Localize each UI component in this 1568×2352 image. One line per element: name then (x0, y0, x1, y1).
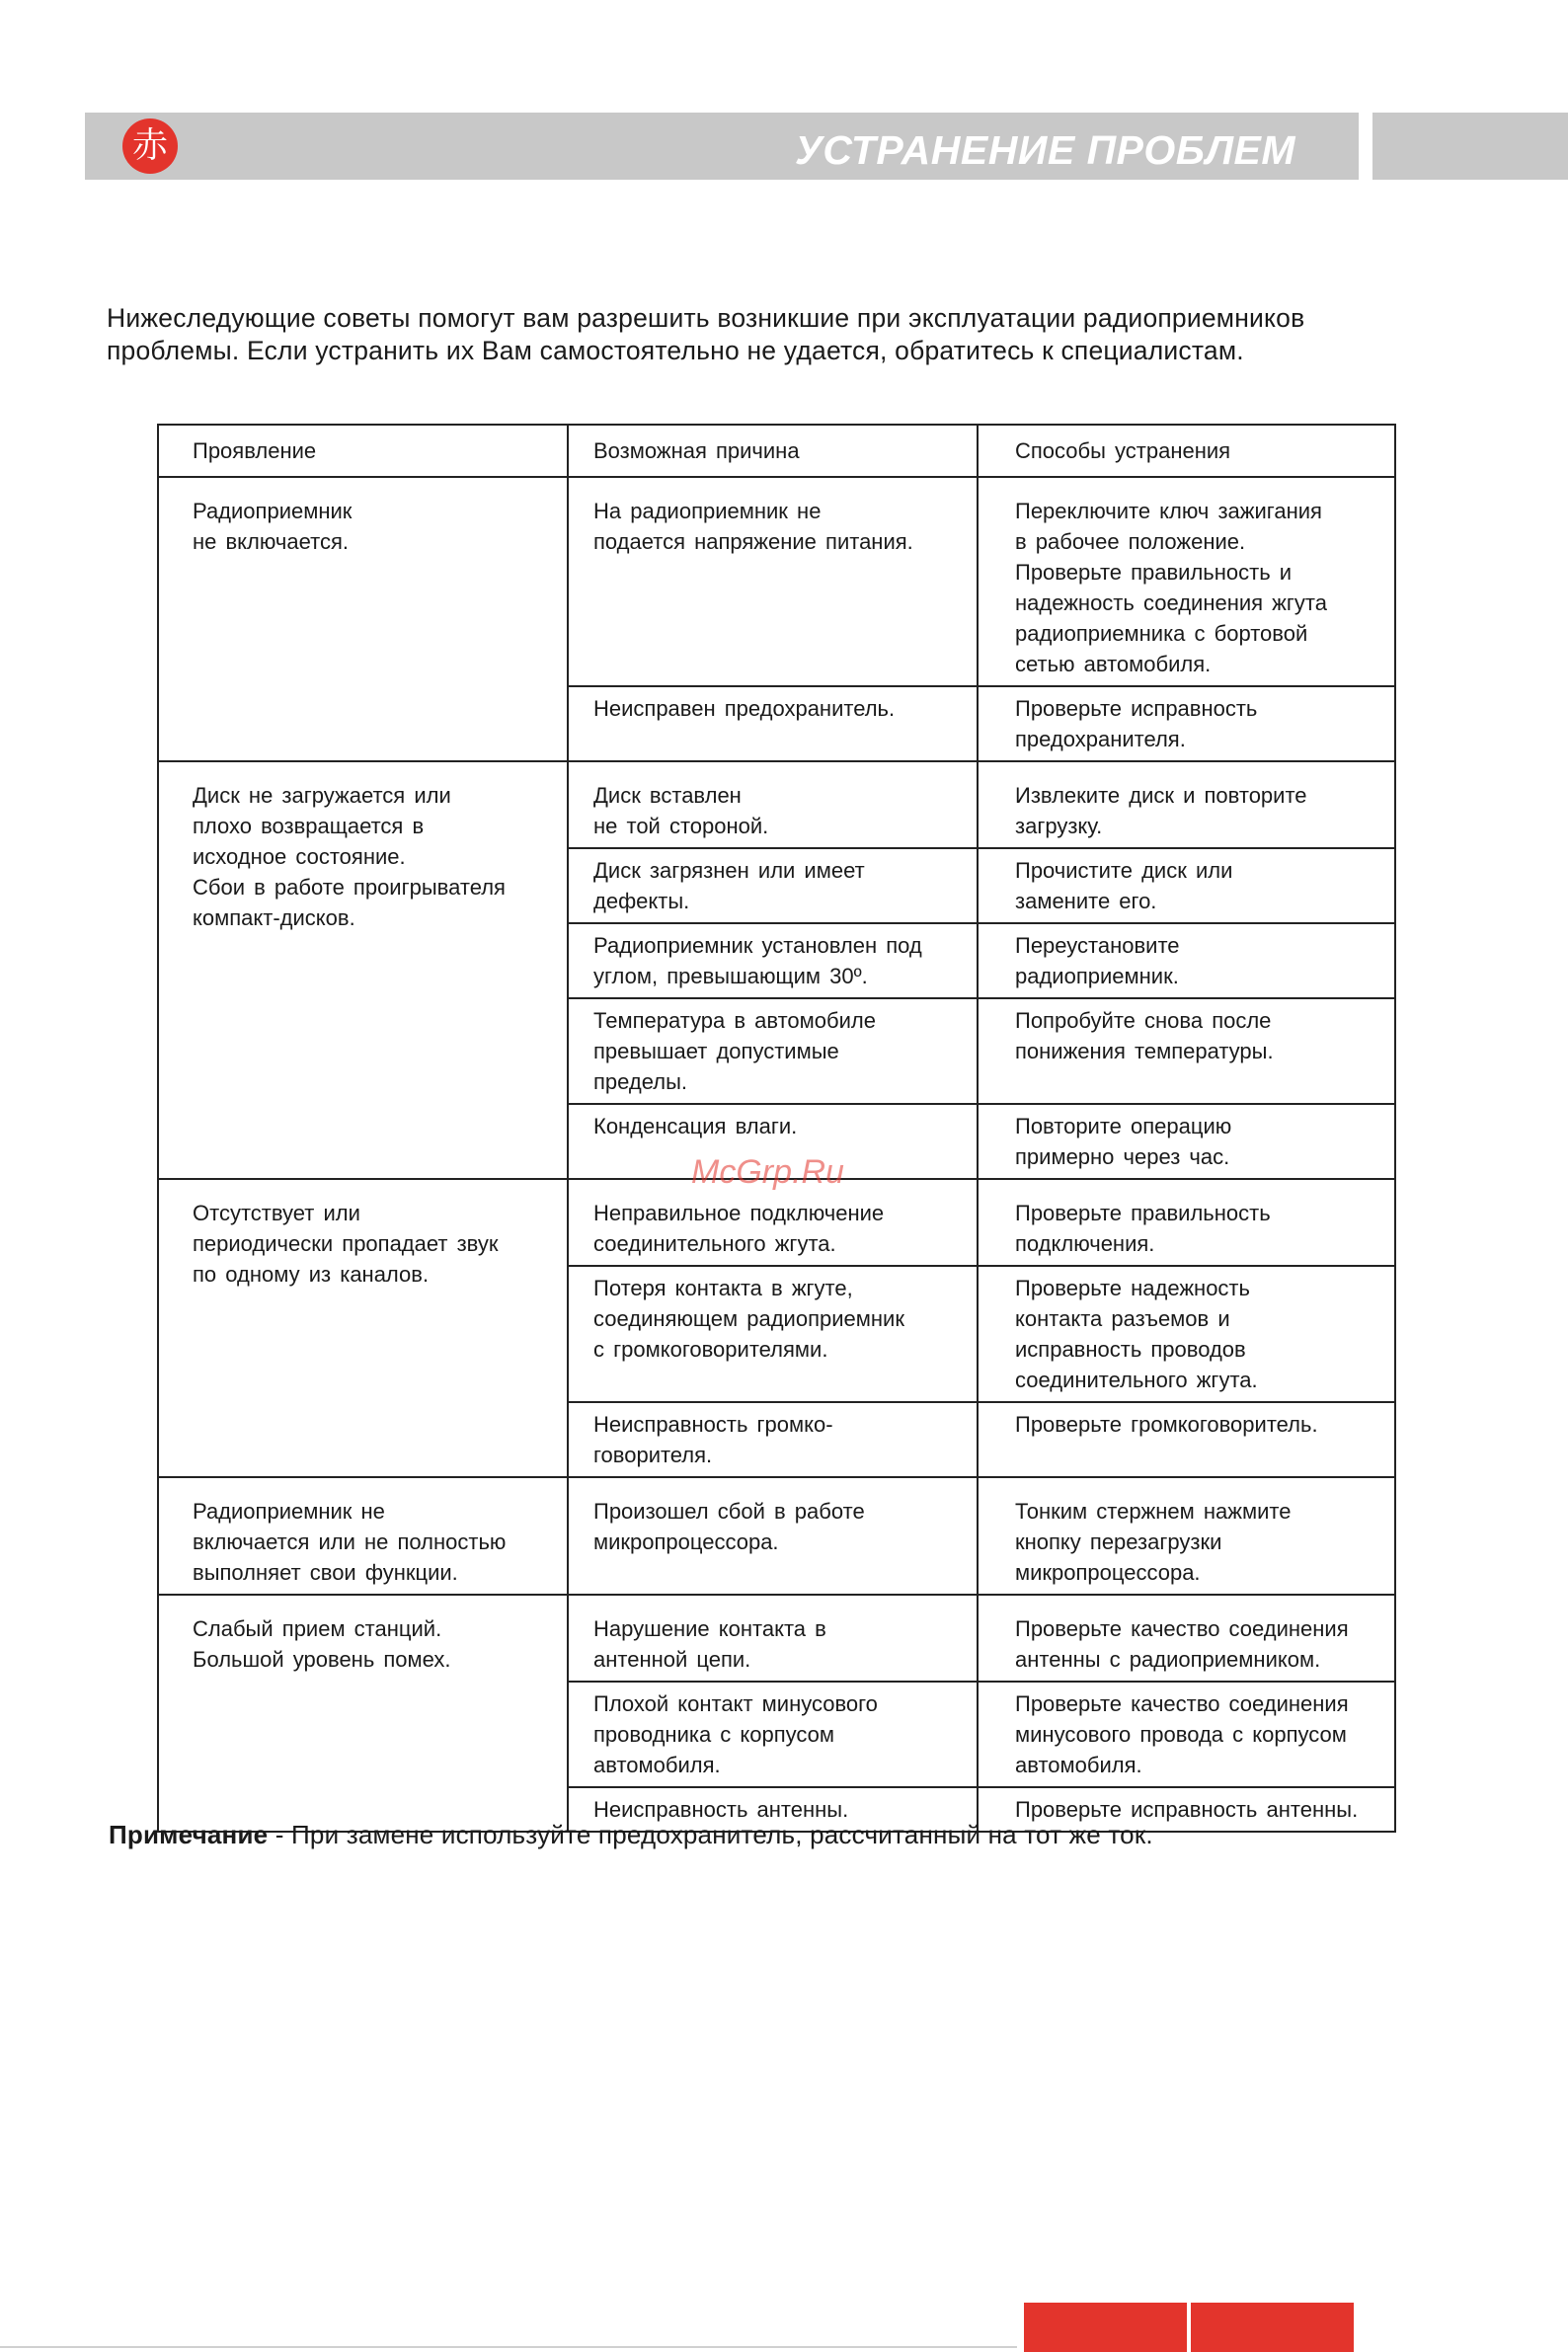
cause-cell: Неисправность громко- говорителя. (568, 1402, 978, 1477)
note (109, 1818, 1153, 1851)
symptom-cell: Радиоприемник не включается. (158, 477, 568, 761)
header-fix: Способы устранения (978, 425, 1395, 477)
cause-cell: Нарушение контакта в антенной цепи. (568, 1595, 978, 1682)
header-symptom: Проявление (158, 425, 568, 477)
page-title: УСТРАНЕНИЕ ПРОБЛЕМ (795, 127, 1295, 173)
table-header-row (158, 425, 1395, 477)
fix-cell: Извлеките диск и повторите загрузку. (978, 761, 1395, 848)
note-text: - При замене используйте предохранитель, рассчитанный на тот же ток. (268, 1820, 1153, 1849)
cause-cell: Потеря контакта в жгуте, соединяющем радиоприемник с громкоговорителями. (568, 1266, 978, 1402)
cause-cell: Радиоприемник установлен под углом, превышающим 30º. (568, 923, 978, 998)
fix-cell: Переключите ключ зажигания в рабочее положение. Проверьте правильность и надежность соединения жгута радиоприемника с бортовой сетью автомобиля. (978, 477, 1395, 686)
symptom-cell: Диск не загружается или плохо возвращается в исходное состояние. Сбои в работе проигрывателя компакт-дисков. (158, 761, 568, 1179)
symptom-cell: Радиоприемник не включается или не полностью выполняет свои функции. (158, 1477, 568, 1595)
header-bar-right (1372, 113, 1568, 180)
fix-cell: Проверьте исправность предохранителя. (978, 686, 1395, 761)
note-label: Примечание (109, 1820, 269, 1849)
cause-cell: Диск загрязнен или имеет дефекты. (568, 848, 978, 923)
footer-line (0, 2346, 1017, 2348)
fix-cell: Попробуйте снова после понижения температуры. (978, 998, 1395, 1104)
watermark: McGrp.Ru (691, 1153, 844, 1191)
header-cause: Возможная причина (568, 425, 978, 477)
brand-logo-icon: 赤 (122, 118, 178, 174)
fix-cell: Проверьте правильность подключения. (978, 1179, 1395, 1266)
table-row (158, 477, 1395, 686)
fix-cell: Проверьте громкоговоритель. (978, 1402, 1395, 1477)
cause-cell: Плохой контакт минусового проводника с корпусом автомобиля. (568, 1682, 978, 1787)
symptom-cell: Отсутствует или периодически пропадает звук по одному из каналов. (158, 1179, 568, 1477)
fix-cell: Проверьте качество соединения антенны с радиоприемником. (978, 1595, 1395, 1682)
troubleshooting-table (157, 424, 1396, 1833)
fix-cell: Прочистите диск или замените его. (978, 848, 1395, 923)
cause-cell: Неисправность антенны. (568, 1787, 978, 1832)
cause-cell: Конденсация влаги. (568, 1104, 978, 1179)
intro-line-1: Нижеследующие советы помогут вам разрешить возникшие при эксплуатации радиоприемников (107, 303, 1305, 333)
table-row (158, 1477, 1395, 1595)
fix-cell: Проверьте исправность антенны. (978, 1787, 1395, 1832)
table-row (158, 761, 1395, 848)
cause-cell: На радиоприемник не подается напряжение питания. (568, 477, 978, 686)
table-row (158, 1179, 1395, 1266)
cause-cell: Температура в автомобиле превышает допустимые пределы. (568, 998, 978, 1104)
cause-cell: Неправильное подключение соединительного жгута. (568, 1179, 978, 1266)
fix-cell: Тонким стержнем нажмите кнопку перезагрузки микропроцессора. (978, 1477, 1395, 1595)
cause-cell: Неисправен предохранитель. (568, 686, 978, 761)
cause-cell: Диск вставлен не той стороной. (568, 761, 978, 848)
intro-line-2: проблемы. Если устранить их Вам самостоятельно не удается, обратитесь к специалистам. (107, 336, 1244, 365)
table-row (158, 1595, 1395, 1682)
footer-block-right (1191, 2303, 1354, 2352)
fix-cell: Повторите операцию примерно через час. (978, 1104, 1395, 1179)
fix-cell: Проверьте качество соединения минусового провода с корпусом автомобиля. (978, 1682, 1395, 1787)
intro-paragraph (107, 302, 1455, 367)
footer-block-left (1024, 2303, 1187, 2352)
fix-cell: Переустановите радиоприемник. (978, 923, 1395, 998)
fix-cell: Проверьте надежность контакта разъемов и исправность проводов соединительного жгута. (978, 1266, 1395, 1402)
cause-cell: Произошел сбой в работе микропроцессора. (568, 1477, 978, 1595)
symptom-cell: Слабый прием станций. Большой уровень помех. (158, 1595, 568, 1832)
